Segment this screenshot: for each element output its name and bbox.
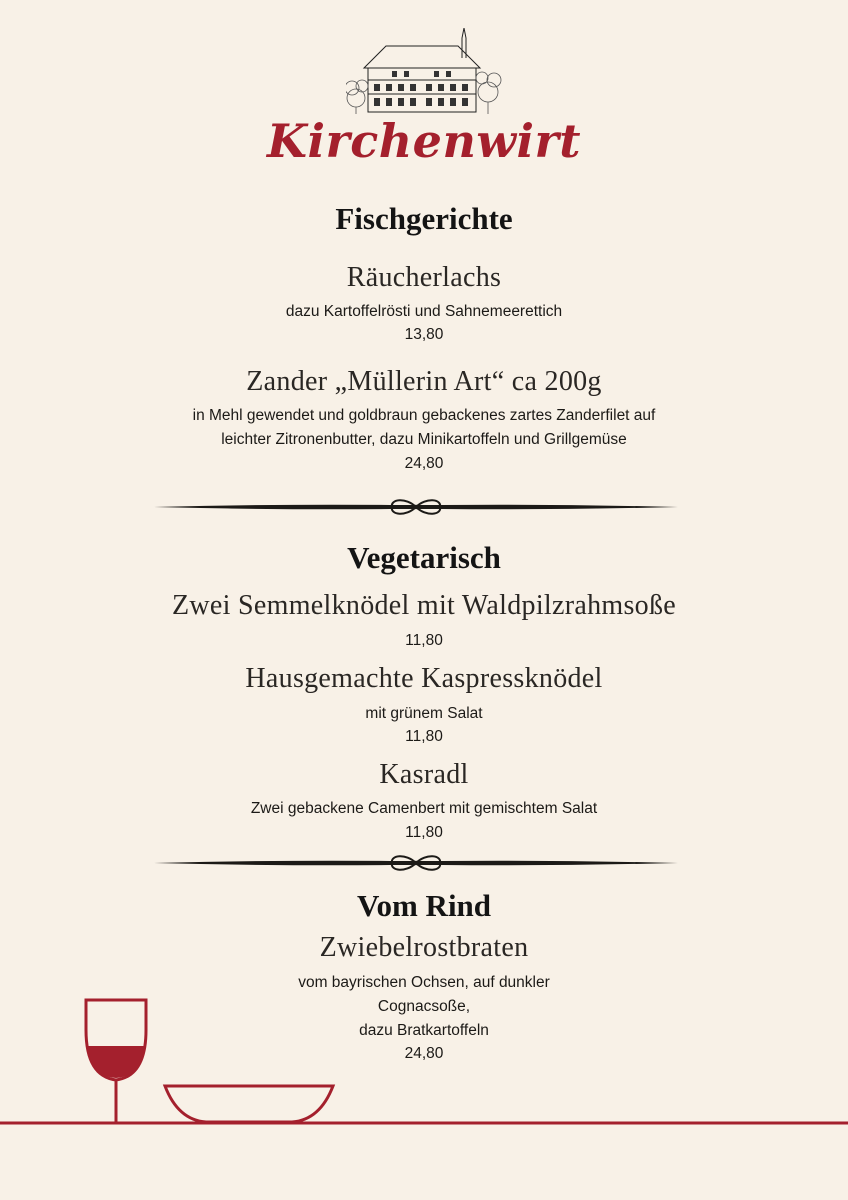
dish-description: vom bayrischen Ochsen, auf dunkler — [298, 974, 550, 991]
ornamental-divider — [154, 497, 678, 517]
wine-glass-icon — [86, 1000, 146, 1122]
dish-description: mit grünem Salat — [365, 705, 483, 722]
section-title-fischgerichte: Fischgerichte — [335, 201, 513, 236]
dish-description: in Mehl gewendet und goldbraun gebackenes zartes Zanderfilet auf — [192, 407, 656, 424]
dish-name: Zander „Müllerin Art“ ca 200g — [246, 366, 602, 397]
dish-price: 11,80 — [405, 632, 443, 649]
inn-building-illustration — [346, 28, 502, 116]
dish-name: Zwiebelrostbraten — [319, 932, 529, 963]
dish-description: leichter Zitronenbutter, dazu Minikartoffeln und Grillgemüse — [221, 431, 627, 448]
dish-description: Zwei gebackene Camenbert mit gemischtem Salat — [250, 800, 598, 817]
dish-price: 11,80 — [405, 728, 443, 745]
dish-description: Cognacsoße, — [377, 998, 471, 1015]
bowl-icon — [165, 1086, 333, 1122]
dish-name: Kasradl — [379, 759, 469, 790]
dish-price: 24,80 — [404, 455, 444, 472]
dish-name: Zwei Semmelknödel mit Waldpilzrahmsoße — [172, 590, 676, 621]
dish-description: dazu Bratkartoffeln — [359, 1022, 489, 1039]
section-title-vom-rind: Vom Rind — [356, 888, 492, 923]
ornamental-divider — [154, 853, 678, 873]
section-title-vegetarisch: Vegetarisch — [347, 540, 501, 575]
dish-name: Räucherlachs — [346, 262, 502, 293]
brand-name: Kirchenwirt — [267, 114, 581, 168]
dish-description: dazu Kartoffelrösti und Sahnemeerettich — [285, 303, 563, 320]
dish-price: 11,80 — [405, 824, 443, 841]
dish-price: 24,80 — [404, 1045, 444, 1062]
table-line-illustration — [0, 990, 848, 1140]
logo — [0, 28, 848, 168]
dish-price: 13,80 — [404, 326, 444, 343]
dish-name: Hausgemachte Kaspressknödel — [245, 663, 603, 694]
